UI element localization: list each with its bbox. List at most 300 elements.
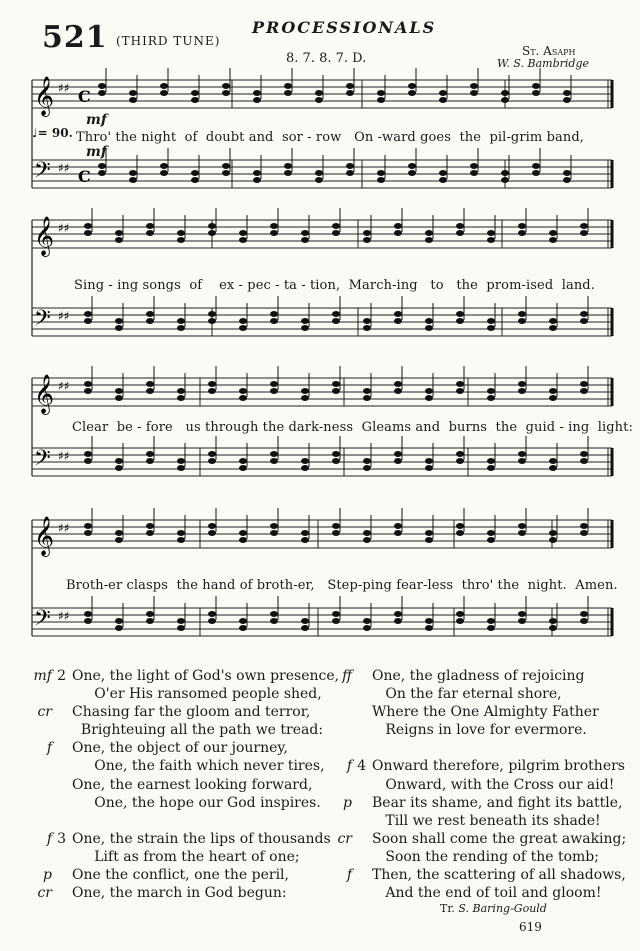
note-head [191, 170, 199, 176]
dynamic-mark: cr [37, 704, 52, 721]
note-head [487, 237, 495, 243]
note-head [208, 381, 216, 387]
note-head [98, 83, 106, 89]
note-head [284, 163, 292, 169]
note-head [301, 465, 309, 471]
note-head [549, 388, 557, 394]
note-head [270, 523, 278, 529]
verse-line [30, 866, 330, 884]
note-head [425, 325, 433, 331]
dynamic-mark: f [46, 740, 52, 757]
note-head [332, 318, 340, 324]
note-head [532, 83, 540, 89]
note-head [115, 465, 123, 471]
dynamic-mark: f [46, 830, 52, 847]
note-head [549, 530, 557, 536]
note-head [284, 90, 292, 96]
note-head [253, 170, 261, 176]
note-head [208, 318, 216, 324]
note-head [439, 97, 447, 103]
note-head [487, 388, 495, 394]
verse-text: Bear its shame, and fight its battle, [372, 794, 623, 811]
note-head [363, 395, 371, 401]
verse-text: Then, the scattering of all shadows, [372, 867, 626, 884]
note-head [487, 465, 495, 471]
note-head [580, 458, 588, 464]
note-head [301, 325, 309, 331]
note-head [363, 537, 371, 543]
time-signature: C [78, 87, 91, 106]
note-head [222, 83, 230, 89]
note-head [315, 97, 323, 103]
key-signature: ♯♯ [58, 609, 70, 623]
dynamic-mark: cr [37, 885, 52, 902]
note-head [456, 451, 464, 457]
note-head [270, 618, 278, 624]
note-head [222, 170, 230, 176]
note-head [408, 163, 416, 169]
treble-clef-icon: 𝄞 [34, 516, 55, 556]
note-head [425, 230, 433, 236]
note-head [315, 170, 323, 176]
note-head [425, 530, 433, 536]
note-head [456, 223, 464, 229]
dynamic-mark: p [343, 794, 352, 811]
note-head [98, 170, 106, 176]
note-head [208, 458, 216, 464]
verse-line [30, 667, 340, 685]
translator-prefix: Tr. [440, 902, 455, 915]
note-head [377, 170, 385, 176]
verse-line [30, 757, 330, 775]
note-head [129, 90, 137, 96]
note-head [301, 530, 309, 536]
note-head [98, 90, 106, 96]
note-head [146, 530, 154, 536]
note-head [363, 230, 371, 236]
bass-clef-icon: 𝄢 [34, 306, 51, 336]
note-head [98, 163, 106, 169]
note-head [177, 388, 185, 394]
note-head [425, 388, 433, 394]
note-head [487, 458, 495, 464]
note-head [332, 451, 340, 457]
note-head [408, 90, 416, 96]
verse-line [330, 667, 620, 685]
verse-line [30, 739, 330, 757]
note-head [425, 458, 433, 464]
note-head [284, 170, 292, 176]
note-head [301, 395, 309, 401]
note-head [177, 537, 185, 543]
note-head [425, 625, 433, 631]
note-head [377, 177, 385, 183]
note-head [177, 318, 185, 324]
note-head [84, 611, 92, 617]
note-head [518, 618, 526, 624]
note-head [563, 177, 571, 183]
note-head [332, 311, 340, 317]
note-head [146, 311, 154, 317]
note-head [191, 177, 199, 183]
note-head [301, 230, 309, 236]
note-head [239, 458, 247, 464]
key-signature: ♯♯ [58, 221, 70, 235]
tempo-marking: ♩= 90. [32, 126, 73, 140]
key-signature: ♯♯ [58, 309, 70, 323]
translator-name: S. Baring-Gould [458, 902, 547, 915]
note-head [332, 530, 340, 536]
note-head [284, 83, 292, 89]
note-head [580, 451, 588, 457]
note-head [456, 388, 464, 394]
note-head [580, 223, 588, 229]
note-head [549, 458, 557, 464]
note-head [394, 388, 402, 394]
note-head [363, 465, 371, 471]
lyric-line-2: Sing - ing songs of ex - pec - ta - tion, March-ing to the prom-ised land. [74, 278, 595, 293]
note-head [177, 325, 185, 331]
note-head [456, 311, 464, 317]
note-head [580, 230, 588, 236]
verse-number: 2 [57, 668, 66, 684]
note-head [301, 388, 309, 394]
note-head [518, 530, 526, 536]
note-head [580, 618, 588, 624]
time-signature: C [78, 167, 91, 186]
note-head [253, 177, 261, 183]
note-head [270, 458, 278, 464]
note-head [377, 97, 385, 103]
note-head [129, 97, 137, 103]
note-head [84, 381, 92, 387]
hymn-number: 521 [42, 20, 108, 55]
note-head [315, 90, 323, 96]
note-head [394, 223, 402, 229]
note-head [408, 83, 416, 89]
note-head [425, 318, 433, 324]
note-head [425, 237, 433, 243]
note-head [563, 97, 571, 103]
note-head [363, 388, 371, 394]
note-head [518, 381, 526, 387]
note-head [363, 458, 371, 464]
note-head [332, 223, 340, 229]
note-head [549, 230, 557, 236]
note-head [115, 530, 123, 536]
note-head [580, 388, 588, 394]
verse-line [30, 848, 330, 866]
verse-text: Reigns in love for evermore. [372, 722, 587, 739]
note-head [501, 90, 509, 96]
lyric-line-1: Thro' the night of doubt and sor - row On -ward goes the pil-grim band, [76, 130, 584, 145]
verses-left-column [30, 667, 340, 902]
note-head [470, 83, 478, 89]
note-head [470, 170, 478, 176]
note-head [146, 223, 154, 229]
note-head [518, 230, 526, 236]
note-head [518, 523, 526, 529]
tune-label: (THIRD TUNE) [116, 34, 221, 48]
note-head [146, 318, 154, 324]
note-head [270, 318, 278, 324]
treble-clef-icon: 𝄞 [34, 76, 55, 116]
lyric-line-4: Broth-er clasps the hand of broth-er, Step-ping fear-less thro' the night. Amen. [66, 578, 618, 593]
note-head [363, 618, 371, 624]
note-head [332, 523, 340, 529]
note-head [253, 90, 261, 96]
note-head [146, 388, 154, 394]
note-head [177, 530, 185, 536]
note-head [222, 163, 230, 169]
note-head [332, 230, 340, 236]
note-head [84, 451, 92, 457]
note-head [549, 318, 557, 324]
note-head [518, 458, 526, 464]
note-head [208, 611, 216, 617]
note-head [501, 177, 509, 183]
note-head [129, 170, 137, 176]
note-head [270, 530, 278, 536]
verse-text: Onward, with the Cross our aid! [372, 776, 615, 793]
verse-line [330, 830, 627, 848]
note-head [115, 618, 123, 624]
note-head [115, 625, 123, 631]
note-head [408, 170, 416, 176]
note-head [301, 318, 309, 324]
dynamic-mark: mf [33, 668, 52, 684]
verse-line [330, 884, 620, 902]
note-head [270, 311, 278, 317]
note-head [363, 325, 371, 331]
note-head [177, 465, 185, 471]
note-head [456, 618, 464, 624]
note-head [363, 237, 371, 243]
note-head [115, 388, 123, 394]
verse-number: 4 [357, 758, 366, 775]
note-head [239, 530, 247, 536]
verse-line [330, 739, 620, 757]
note-head [332, 618, 340, 624]
note-head [239, 325, 247, 331]
note-head [470, 163, 478, 169]
verse-text: One, the faith which never tires, [72, 758, 325, 775]
note-head [239, 388, 247, 394]
note-head [518, 311, 526, 317]
verse-text: Soon shall come the great awaking; [372, 830, 627, 847]
note-head [470, 90, 478, 96]
note-head [532, 170, 540, 176]
verse-line [30, 812, 330, 830]
key-signature: ♯♯ [58, 81, 70, 95]
key-signature: ♯♯ [58, 379, 70, 393]
note-head [563, 170, 571, 176]
note-head [346, 83, 354, 89]
note-head [177, 618, 185, 624]
note-head [160, 163, 168, 169]
note-head [239, 237, 247, 243]
verse-line [30, 794, 330, 812]
note-head [146, 611, 154, 617]
note-head [239, 318, 247, 324]
dynamic-mark: ff [342, 668, 352, 684]
bass-clef-icon: 𝄢 [34, 158, 51, 188]
dynamic-mark: p [43, 867, 52, 884]
note-head [115, 230, 123, 236]
note-head [580, 611, 588, 617]
verse-text: On the far eternal shore, [372, 686, 562, 703]
verse-line [330, 776, 620, 794]
verse-line [30, 685, 330, 703]
note-head [394, 611, 402, 617]
note-head [346, 90, 354, 96]
note-head [425, 465, 433, 471]
verse-text: One, the march in God begun: [72, 885, 287, 902]
note-head [425, 395, 433, 401]
note-head [456, 381, 464, 387]
note-head [239, 537, 247, 543]
verse-text: Brighteuing all the path we tread: [72, 722, 324, 739]
note-head [115, 325, 123, 331]
note-head [146, 230, 154, 236]
verse-text: One, the strain the lips of thousands [72, 830, 331, 847]
note-head [487, 230, 495, 236]
note-head [239, 618, 247, 624]
verse-text: O'er His ransomed people shed, [72, 686, 322, 703]
note-head [363, 318, 371, 324]
note-head [115, 395, 123, 401]
verse-line [330, 812, 620, 830]
note-head [487, 395, 495, 401]
note-head [549, 537, 557, 543]
note-head [222, 90, 230, 96]
verse-text: Soon the rending of the tomb; [372, 848, 599, 865]
tune-name: St. Asaph [522, 44, 576, 58]
treble-clef-icon: 𝄞 [34, 216, 55, 256]
note-head [270, 388, 278, 394]
verse-text: One, the object of our journey, [72, 740, 288, 757]
note-head [208, 523, 216, 529]
note-head [487, 530, 495, 536]
dynamic-bass: mf [86, 144, 107, 160]
note-head [456, 458, 464, 464]
verse-line [30, 703, 330, 721]
note-head [301, 458, 309, 464]
note-head [129, 177, 137, 183]
note-head [332, 458, 340, 464]
verse-text: One, the earnest looking forward, [72, 776, 313, 793]
verse-line [330, 848, 620, 866]
note-head [549, 395, 557, 401]
meter: 8. 7. 8. 7. D. [286, 51, 367, 66]
note-head [270, 223, 278, 229]
note-head [208, 311, 216, 317]
note-head [84, 230, 92, 236]
verse-text: One, the hope our God inspires. [72, 794, 321, 811]
note-head [394, 230, 402, 236]
note-head [84, 223, 92, 229]
note-head [146, 618, 154, 624]
note-head [115, 458, 123, 464]
note-head [439, 170, 447, 176]
note-head [425, 618, 433, 624]
note-head [270, 611, 278, 617]
note-head [518, 318, 526, 324]
note-head [146, 381, 154, 387]
note-head [208, 618, 216, 624]
note-head [332, 388, 340, 394]
note-head [580, 381, 588, 387]
verse-text: One, the gladness of rejoicing [372, 668, 585, 684]
note-head [84, 311, 92, 317]
note-head [394, 311, 402, 317]
note-head [177, 230, 185, 236]
lyric-line-3: Clear be - fore us through the dark-ness Gleams and burns the guid - ing light: [72, 420, 633, 435]
note-head [394, 618, 402, 624]
note-head [456, 318, 464, 324]
note-head [580, 530, 588, 536]
note-head [146, 458, 154, 464]
verse-line [30, 776, 330, 794]
note-head [177, 395, 185, 401]
note-head [487, 537, 495, 543]
verse-line [30, 721, 330, 739]
note-head [425, 537, 433, 543]
note-head [363, 530, 371, 536]
note-head [208, 388, 216, 394]
note-head [580, 523, 588, 529]
note-head [563, 90, 571, 96]
note-head [394, 451, 402, 457]
note-head [456, 611, 464, 617]
note-head [208, 530, 216, 536]
note-head [160, 83, 168, 89]
note-head [208, 451, 216, 457]
bass-clef-icon: 𝄢 [34, 446, 51, 476]
verse-line [30, 884, 330, 902]
note-head [160, 170, 168, 176]
note-head [501, 97, 509, 103]
verse-number: 3 [57, 830, 66, 847]
note-head [394, 381, 402, 387]
note-head [518, 451, 526, 457]
note-head [239, 625, 247, 631]
note-head [177, 458, 185, 464]
note-head [456, 523, 464, 529]
note-head [456, 530, 464, 536]
section-title: PROCESSIONALS [252, 18, 437, 37]
verse-text: Lift as from the heart of one; [72, 848, 300, 865]
verse-line [330, 794, 623, 812]
note-head [549, 325, 557, 331]
dynamic-mark: f [346, 758, 352, 775]
note-head [394, 530, 402, 536]
note-head [177, 625, 185, 631]
note-head [301, 618, 309, 624]
note-head [518, 223, 526, 229]
note-head [487, 318, 495, 324]
note-head [84, 318, 92, 324]
translator-credit [440, 902, 547, 915]
note-head [487, 618, 495, 624]
note-head [580, 311, 588, 317]
note-head [301, 625, 309, 631]
note-head [549, 625, 557, 631]
note-head [532, 90, 540, 96]
note-head [191, 90, 199, 96]
note-head [532, 163, 540, 169]
verse-text: One, the light of God's own presence, [72, 668, 340, 684]
